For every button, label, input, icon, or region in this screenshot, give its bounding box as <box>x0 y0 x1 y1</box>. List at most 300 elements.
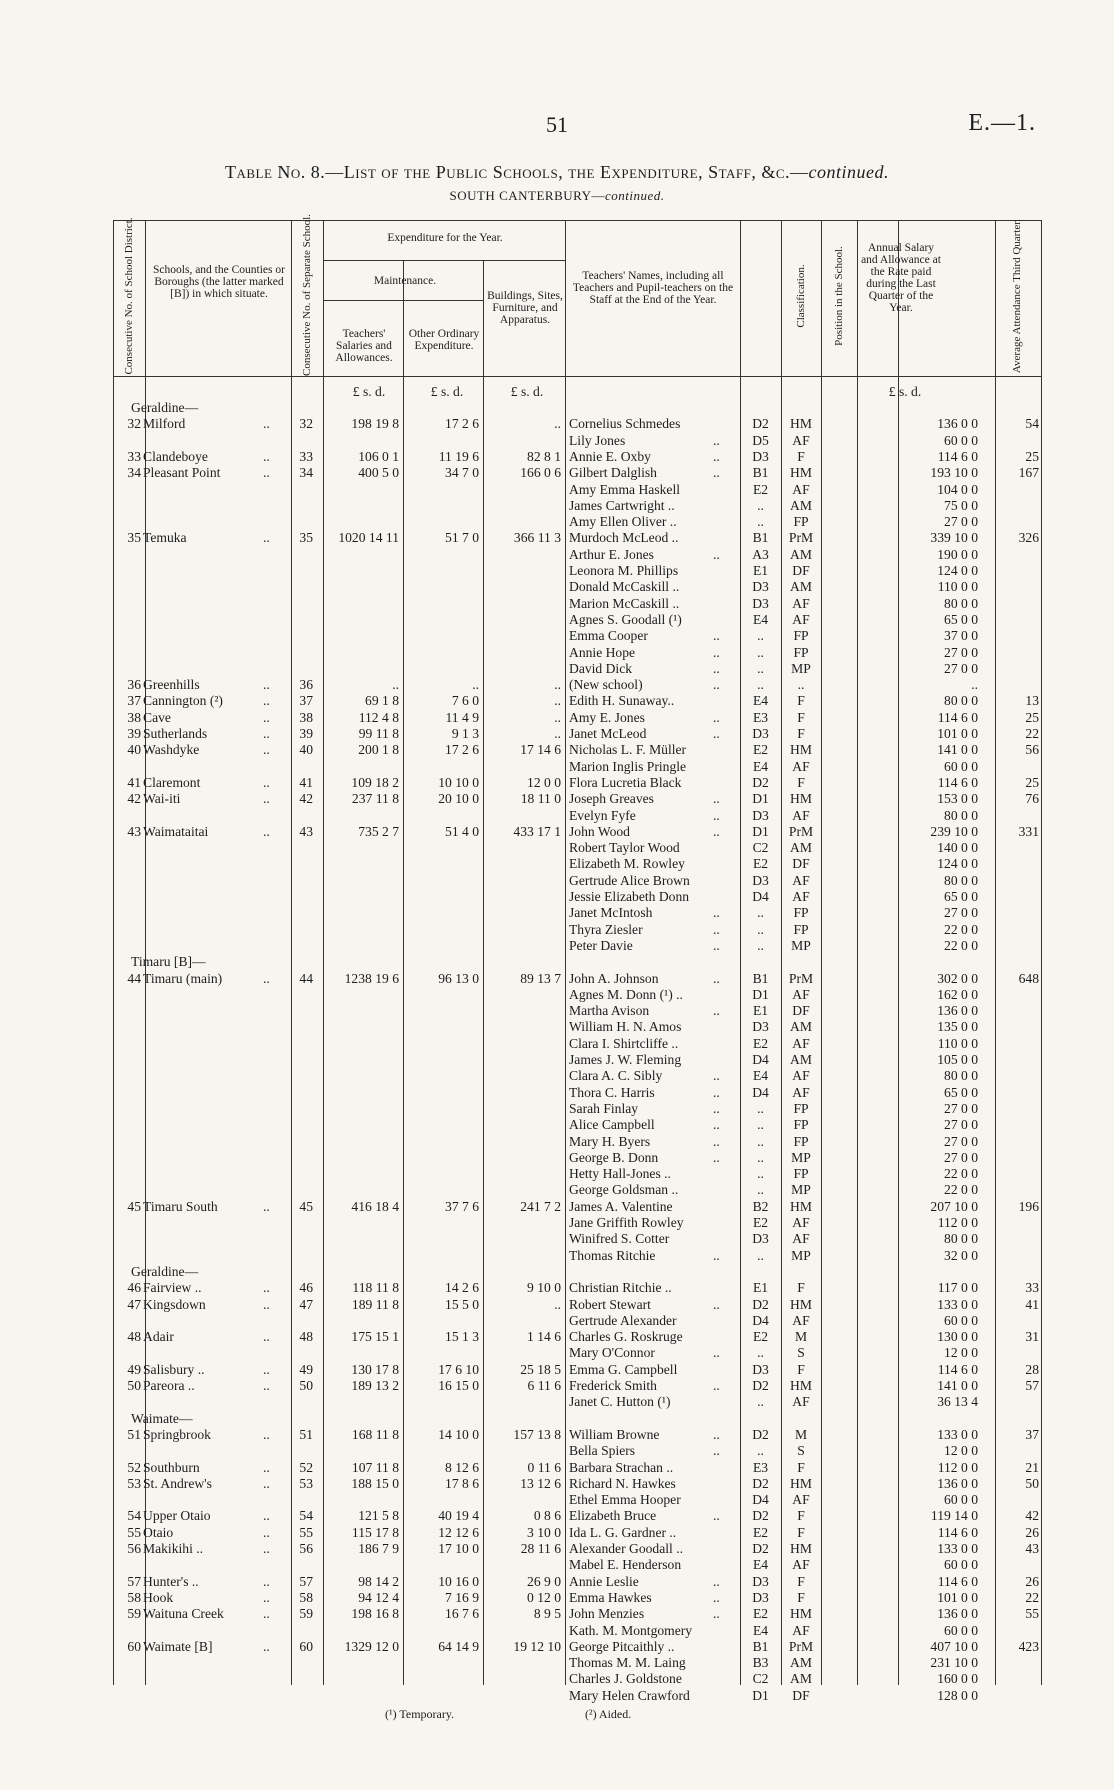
annual-salary-value: 22 0 0 <box>944 1166 978 1181</box>
classification-value: .. <box>757 514 764 529</box>
teacher-name: Janet McLeod <box>569 726 647 741</box>
leader-dots: .. <box>263 1508 270 1523</box>
teacher-name: Evelyn Fyfe <box>569 808 636 823</box>
position-value: HM <box>790 1199 812 1214</box>
header-separate-no: Consecutive No. of Separate School. <box>301 214 313 376</box>
annual-salary-value: 27 0 0 <box>944 1117 978 1132</box>
position-value: S <box>797 1443 805 1458</box>
table-row <box>113 628 1041 644</box>
table-row <box>113 1574 1041 1590</box>
annual-salary-value: 160 0 0 <box>937 1671 978 1686</box>
table-row <box>113 1557 1041 1573</box>
annual-salary-value: 124 0 0 <box>937 563 978 578</box>
teacher-name: (New school) <box>569 677 643 692</box>
school-name: Salisbury .. <box>143 1362 205 1377</box>
salaries-value: 186 7 9 <box>358 1541 399 1556</box>
teacher-name: Robert Stewart <box>569 1297 651 1312</box>
leader-dots: .. <box>713 1117 720 1132</box>
teacher-name: Bella Spiers <box>569 1443 636 1458</box>
annual-salary-value: 80 0 0 <box>944 596 978 611</box>
annual-salary-value: 22 0 0 <box>944 922 978 937</box>
table-row <box>113 840 1041 856</box>
classification-value: E4 <box>752 612 769 627</box>
teacher-name: Murdoch McLeod .. <box>569 530 679 545</box>
leader-dots: .. <box>263 1199 270 1214</box>
annual-salary-value: 114 6 0 <box>937 1525 978 1540</box>
classification-value: .. <box>757 1182 764 1197</box>
table-row <box>113 449 1041 465</box>
other-expenditure-value: 12 12 6 <box>438 1525 479 1540</box>
position-value: AF <box>792 1231 810 1246</box>
classification-value: D3 <box>752 1231 769 1246</box>
table-row <box>113 938 1041 954</box>
buildings-value: 241 7 2 <box>520 1199 561 1214</box>
buildings-value: 0 11 6 <box>527 1460 561 1475</box>
school-name: Timaru [B]— <box>131 954 206 969</box>
attendance-value: 21 <box>1025 1460 1039 1475</box>
table-row <box>113 661 1041 677</box>
salaries-value: 130 17 8 <box>351 1362 399 1377</box>
table-row <box>113 1036 1041 1052</box>
classification-value: D2 <box>752 1378 769 1393</box>
annual-salary-value: 117 0 0 <box>937 1280 978 1295</box>
buildings-value: 433 17 1 <box>513 824 561 839</box>
other-expenditure-value: 15 5 0 <box>445 1297 479 1312</box>
leader-dots: .. <box>713 661 720 676</box>
teacher-name: Robert Taylor Wood <box>569 840 680 855</box>
teacher-name: Mary Helen Crawford <box>569 1688 690 1703</box>
position-value: AF <box>792 1313 810 1328</box>
annual-salary-value: 133 0 0 <box>937 1427 978 1442</box>
table-row <box>113 1248 1041 1264</box>
attendance-value: 167 <box>1018 465 1039 480</box>
table-row <box>113 1476 1041 1492</box>
teacher-name: William Browne <box>569 1427 660 1442</box>
attendance-value: 326 <box>1018 530 1039 545</box>
classification-value: E2 <box>752 1215 769 1230</box>
table-row <box>113 759 1041 775</box>
teacher-name: Agnes M. Donn (¹) .. <box>569 987 683 1002</box>
attendance-value: 331 <box>1018 824 1039 839</box>
position-value: HM <box>790 1606 812 1621</box>
separate-school-no: 41 <box>299 775 313 790</box>
teacher-name: Ida L. G. Gardner .. <box>569 1525 677 1540</box>
leader-dots: .. <box>713 1443 720 1458</box>
district-no: 49 <box>127 1362 141 1377</box>
annual-salary-value: 37 0 0 <box>944 628 978 643</box>
table-row <box>113 612 1041 628</box>
leader-dots: .. <box>713 1150 720 1165</box>
leader-dots: .. <box>713 1134 720 1149</box>
position-value: PrM <box>788 824 814 839</box>
classification-value: C2 <box>752 840 769 855</box>
table-row <box>113 1394 1041 1410</box>
position-value: MP <box>791 661 811 676</box>
teacher-name: Nicholas L. F. Müller <box>569 742 687 757</box>
classification-value: D1 <box>752 1688 769 1703</box>
teacher-name: Thomas Ritchie <box>569 1248 656 1263</box>
header-school: Schools, and the Counties or Boroughs (the latter marked [B]) in which situate. <box>153 264 285 300</box>
table-row <box>113 1492 1041 1508</box>
salaries-value: 94 12 4 <box>358 1590 399 1605</box>
position-value: F <box>797 693 805 708</box>
position-value: AF <box>792 987 810 1002</box>
other-expenditure-value: 16 15 0 <box>438 1378 479 1393</box>
table-row <box>113 1378 1041 1394</box>
salaries-value: 118 11 8 <box>352 1280 399 1295</box>
leader-dots: .. <box>263 1541 270 1556</box>
other-expenditure-value: 11 19 6 <box>438 449 479 464</box>
table-body <box>113 384 1041 1703</box>
teacher-name: James J. W. Fleming <box>569 1052 682 1067</box>
salaries-value: 200 1 8 <box>358 742 399 757</box>
leader-dots: .. <box>263 1329 270 1344</box>
annual-salary-value: 65 0 0 <box>944 889 978 904</box>
buildings-value: 8 9 5 <box>533 1606 561 1621</box>
salaries-value: 1020 14 11 <box>338 530 399 545</box>
leader-dots: .. <box>263 1460 270 1475</box>
district-no: 33 <box>127 449 141 464</box>
position-value: AM <box>790 840 812 855</box>
school-name: St. Andrew's <box>143 1476 212 1491</box>
separate-school-no: 54 <box>299 1508 313 1523</box>
currency-unit-label: £ s. d. <box>888 384 922 399</box>
leader-dots: .. <box>713 1606 720 1621</box>
position-value: F <box>797 1574 805 1589</box>
classification-value: B1 <box>752 465 769 480</box>
leader-dots: .. <box>713 1248 720 1263</box>
classification-value: D2 <box>752 775 769 790</box>
buildings-value: 26 9 0 <box>527 1574 561 1589</box>
school-name: Timaru (main) <box>143 971 223 986</box>
currency-unit-label: £ s. d. <box>352 384 386 399</box>
other-expenditure-value: 9 1 3 <box>451 726 479 741</box>
district-no: 47 <box>127 1297 141 1312</box>
attendance-value: 26 <box>1025 1574 1039 1589</box>
position-value: AF <box>792 612 810 627</box>
teacher-name: Gertrude Alice Brown <box>569 873 690 888</box>
annual-salary-value: 110 0 0 <box>937 579 978 594</box>
position-value: F <box>797 1525 805 1540</box>
annual-salary-value: 112 0 0 <box>937 1460 978 1475</box>
leader-dots: .. <box>713 905 720 920</box>
district-no: 54 <box>127 1508 141 1523</box>
attendance-value: 25 <box>1025 449 1039 464</box>
position-value: AF <box>792 1394 810 1409</box>
position-value: FP <box>793 1134 809 1149</box>
annual-salary-value: 136 0 0 <box>937 1003 978 1018</box>
table-row <box>113 971 1041 987</box>
classification-value: D1 <box>752 824 769 839</box>
leader-dots: .. <box>713 1574 720 1589</box>
leader-dots: .. <box>713 433 720 448</box>
table-row <box>113 1606 1041 1622</box>
school-name: Geraldine— <box>131 1264 199 1279</box>
teacher-name: Arthur E. Jones <box>569 547 654 562</box>
district-no: 42 <box>127 791 141 806</box>
annual-salary-value: 80 0 0 <box>944 808 978 823</box>
position-value: .. <box>797 677 805 692</box>
teacher-name: Amy Ellen Oliver .. <box>569 514 677 529</box>
classification-value: E3 <box>752 710 769 725</box>
annual-salary-value: 133 0 0 <box>937 1541 978 1556</box>
separate-school-no: 58 <box>299 1590 313 1605</box>
position-value: F <box>797 1508 805 1523</box>
salaries-value: 416 18 4 <box>351 1199 399 1214</box>
leader-dots: .. <box>263 971 270 986</box>
table-row <box>113 498 1041 514</box>
district-no: 60 <box>127 1639 141 1654</box>
buildings-value: .. <box>554 677 561 692</box>
leader-dots: .. <box>263 791 270 806</box>
teacher-name: Annie Hope <box>569 645 636 660</box>
salaries-value: 106 0 1 <box>358 449 399 464</box>
district-no: 39 <box>127 726 141 741</box>
table-row <box>113 1231 1041 1247</box>
district-no: 58 <box>127 1590 141 1605</box>
leader-dots: .. <box>713 710 720 725</box>
table-row <box>113 1525 1041 1541</box>
other-expenditure-value: 17 2 6 <box>445 742 479 757</box>
position-value: DF <box>792 856 810 871</box>
leader-dots: .. <box>713 1345 720 1360</box>
position-value: AF <box>792 596 810 611</box>
table-row <box>113 1166 1041 1182</box>
annual-salary-value: 302 0 0 <box>937 971 978 986</box>
currency-unit-label: £ s. d. <box>510 384 544 399</box>
buildings-value: .. <box>554 1297 561 1312</box>
position-value: FP <box>793 1117 809 1132</box>
leader-dots: .. <box>263 449 270 464</box>
classification-value: E2 <box>752 1036 769 1051</box>
position-value: AM <box>790 579 812 594</box>
position-value: AF <box>792 1492 810 1507</box>
leader-dots: .. <box>713 1003 720 1018</box>
teacher-name: Annie E. Oxby <box>569 449 651 464</box>
attendance-value: 31 <box>1025 1329 1039 1344</box>
separate-school-no: 40 <box>299 742 313 757</box>
annual-salary-value: 80 0 0 <box>944 693 978 708</box>
attendance-value: 26 <box>1025 1525 1039 1540</box>
table-row <box>113 596 1041 612</box>
classification-value: E2 <box>752 482 769 497</box>
separate-school-no: 36 <box>299 677 313 692</box>
annual-salary-value: 114 6 0 <box>937 449 978 464</box>
salaries-value: 1238 19 6 <box>344 971 399 986</box>
table-row <box>113 482 1041 498</box>
teacher-name: Alexander Goodall .. <box>569 1541 684 1556</box>
school-name: Waimate [B] <box>143 1639 213 1654</box>
attendance-value: 196 <box>1018 1199 1039 1214</box>
header-attendance: Average Attendance Third Quarter. <box>1011 218 1023 374</box>
teacher-name: Amy E. Jones <box>569 710 645 725</box>
position-value: AF <box>792 889 810 904</box>
annual-salary-value: 12 0 0 <box>944 1443 978 1458</box>
other-expenditure-value: 10 10 0 <box>438 775 479 790</box>
leader-dots: .. <box>263 824 270 839</box>
table-row <box>113 693 1041 709</box>
teacher-name: Sarah Finlay <box>569 1101 639 1116</box>
annual-salary-value: 110 0 0 <box>937 1036 978 1051</box>
classification-value: D3 <box>752 1362 769 1377</box>
classification-value: .. <box>757 677 764 692</box>
classification-value: D3 <box>752 808 769 823</box>
table-row <box>113 645 1041 661</box>
leader-dots: .. <box>263 416 270 431</box>
teacher-name: Charles J. Goldstone <box>569 1671 682 1686</box>
separate-school-no: 55 <box>299 1525 313 1540</box>
teacher-name: Winifred S. Cotter <box>569 1231 670 1246</box>
salaries-value: 121 5 8 <box>358 1508 399 1523</box>
table-row <box>113 1427 1041 1443</box>
header-district: Consecutive No. of School District. <box>123 217 135 375</box>
position-value: M <box>794 1329 808 1344</box>
separate-school-no: 33 <box>299 449 313 464</box>
other-expenditure-value: 51 4 0 <box>445 824 479 839</box>
salaries-value: 188 15 0 <box>351 1476 399 1491</box>
annual-salary-value: 141 0 0 <box>937 1378 978 1393</box>
other-expenditure-value: 64 14 9 <box>438 1639 479 1654</box>
salaries-value: 98 14 2 <box>358 1574 399 1589</box>
salaries-value: 237 11 8 <box>351 791 399 806</box>
leader-dots: .. <box>263 726 270 741</box>
annual-salary-value: 60 0 0 <box>944 1557 978 1572</box>
position-value: HM <box>790 791 812 806</box>
leader-dots: .. <box>263 1525 270 1540</box>
position-value: AM <box>790 1655 812 1670</box>
classification-value: D4 <box>752 1313 769 1328</box>
position-value: F <box>797 710 805 725</box>
classification-value: B1 <box>752 971 769 986</box>
classification-value: E2 <box>752 742 769 757</box>
position-value: F <box>797 449 805 464</box>
annual-salary-value: 75 0 0 <box>944 498 978 513</box>
buildings-value: 28 11 6 <box>520 1541 561 1556</box>
annual-salary-value: 140 0 0 <box>937 840 978 855</box>
other-expenditure-value: 16 7 6 <box>445 1606 479 1621</box>
position-value: PrM <box>788 1639 814 1654</box>
teacher-name: Frederick Smith <box>569 1378 657 1393</box>
separate-school-no: 37 <box>299 693 313 708</box>
position-value: AM <box>790 1019 812 1034</box>
leader-dots: .. <box>713 1427 720 1442</box>
table-row <box>113 677 1041 693</box>
table-row <box>113 1329 1041 1345</box>
school-name: Milford <box>143 416 186 431</box>
classification-value: D3 <box>752 873 769 888</box>
leader-dots: .. <box>713 449 720 464</box>
teacher-name: James A. Valentine <box>569 1199 673 1214</box>
classification-value: D5 <box>752 433 769 448</box>
annual-salary-value: 128 0 0 <box>937 1688 978 1703</box>
teacher-name: Marion McCaskill .. <box>569 596 680 611</box>
table-row <box>113 1068 1041 1084</box>
salaries-value: 99 11 8 <box>358 726 399 741</box>
position-value: AF <box>792 1036 810 1051</box>
salaries-value: 198 19 8 <box>351 416 399 431</box>
currency-unit-label: £ s. d. <box>430 384 464 399</box>
table-row <box>113 1639 1041 1655</box>
separate-school-no: 45 <box>299 1199 313 1214</box>
header-expenditure: Expenditure for the Year. <box>387 232 503 244</box>
position-value: F <box>797 1460 805 1475</box>
annual-salary-value: 80 0 0 <box>944 873 978 888</box>
school-name: Cannington (²) <box>143 693 223 708</box>
classification-value: D2 <box>752 1508 769 1523</box>
buildings-value: 89 13 7 <box>520 971 561 986</box>
leader-dots: .. <box>713 1297 720 1312</box>
buildings-value: 19 12 10 <box>513 1639 561 1654</box>
annual-salary-value: 65 0 0 <box>944 1085 978 1100</box>
position-value: AM <box>790 1052 812 1067</box>
annual-salary-value: 101 0 0 <box>937 1590 978 1605</box>
classification-value: A3 <box>752 547 769 562</box>
other-expenditure-value: 17 2 6 <box>445 416 479 431</box>
teacher-name: Alice Campbell <box>569 1117 655 1132</box>
other-expenditure-value: 14 10 0 <box>438 1427 479 1442</box>
position-value: AF <box>792 433 810 448</box>
classification-value: B3 <box>752 1655 769 1670</box>
annual-salary-value: 27 0 0 <box>944 1101 978 1116</box>
leader-dots: .. <box>713 938 720 953</box>
teacher-name: Emma Hawkes <box>569 1590 652 1605</box>
school-name: Waimate— <box>131 1411 193 1426</box>
buildings-value: 0 12 0 <box>527 1590 561 1605</box>
buildings-value: 1 14 6 <box>527 1329 561 1344</box>
separate-school-no: 49 <box>299 1362 313 1377</box>
table-row <box>113 530 1041 546</box>
teacher-name: Ethel Emma Hooper <box>569 1492 681 1507</box>
classification-value: D4 <box>752 1085 769 1100</box>
header-other: Other Ordinary Expenditure. <box>408 328 480 352</box>
school-name: Hook <box>143 1590 174 1605</box>
salaries-value: 400 5 0 <box>358 465 399 480</box>
leader-dots: .. <box>713 1101 720 1116</box>
classification-value: D1 <box>752 987 769 1002</box>
annual-salary-value: 60 0 0 <box>944 759 978 774</box>
buildings-value: 18 11 0 <box>520 791 561 806</box>
attendance-value: 648 <box>1018 971 1039 986</box>
table-row <box>113 987 1041 1003</box>
table-row <box>113 1345 1041 1361</box>
buildings-value: .. <box>554 726 561 741</box>
leader-dots: .. <box>713 824 720 839</box>
other-expenditure-value: 10 16 0 <box>438 1574 479 1589</box>
table-row <box>113 1411 1041 1427</box>
district-no: 45 <box>127 1199 141 1214</box>
annual-salary-value: 104 0 0 <box>937 482 978 497</box>
table-row <box>113 889 1041 905</box>
leader-dots: .. <box>713 791 720 806</box>
teacher-name: Mary O'Connor <box>569 1345 655 1360</box>
annual-salary-value: 136 0 0 <box>937 416 978 431</box>
teacher-name: Clara A. C. Sibly <box>569 1068 663 1083</box>
school-name: Sutherlands <box>143 726 208 741</box>
annual-salary-value: 22 0 0 <box>944 1182 978 1197</box>
separate-school-no: 35 <box>299 530 313 545</box>
salaries-value: 189 13 2 <box>351 1378 399 1393</box>
teacher-name: John Menzies <box>569 1606 645 1621</box>
teacher-name: Mabel E. Henderson <box>569 1557 682 1572</box>
classification-value: D3 <box>752 726 769 741</box>
header-position: Position in the School. <box>833 246 845 346</box>
buildings-value: 25 18 5 <box>520 1362 561 1377</box>
school-name: Waimataitai <box>143 824 209 839</box>
district-no: 40 <box>127 742 141 757</box>
teacher-name: Barbara Strachan .. <box>569 1460 674 1475</box>
annual-salary-value: 114 6 0 <box>937 775 978 790</box>
classification-value: D3 <box>752 1574 769 1589</box>
